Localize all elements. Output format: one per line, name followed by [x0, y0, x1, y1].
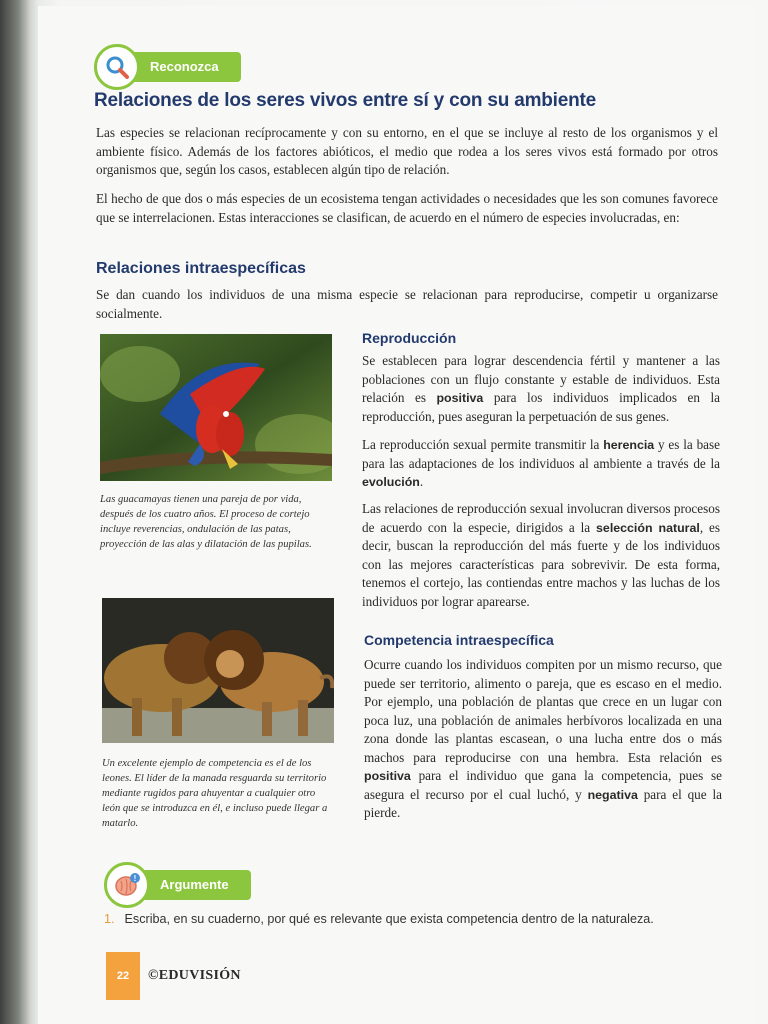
intro-paragraph-1: Las especies se relacionan recíprocamente y con su entorno, en el que se incluye al resto de los organismos y el ambiente físico. Además de los factores abióticos, el medio que rodea a los seres vivos está formado por otros organismos que, según los casos, establecen algún tipo de relación.	[96, 125, 718, 177]
argumente-label: Argumente	[134, 870, 251, 900]
reproduccion-heading: Reproducción	[362, 330, 457, 346]
reproduccion-paragraph-3: Las relaciones de reproducción sexual involucran diversos procesos de acuerdo con la especie, dirigidos a la selección natural, es decir, buscan la reproducción del más fuerte y de los individuos con las mejores características para sobrevivir. De esta forma, tenemos el cortejo, las contiendas entre machos y las luchas de los individuos por lograr aparearse.	[362, 501, 720, 609]
publisher-brand: ©EDUVISIÓN	[148, 968, 241, 983]
question-number: 1.	[104, 912, 115, 926]
competencia-heading: Competencia intraespecífica	[364, 632, 554, 648]
reproduccion-paragraph-1: Se establecen para lograr descendencia fértil y mantener a las poblaciones con un flujo constante y estable de individuos. Esta relación es positiva para los individuos implicados en la reproducción, pues aseguran la perpetuación de sus genes.	[362, 353, 720, 424]
magnifier-icon	[94, 44, 140, 90]
reconozca-label: Reconozca	[124, 52, 241, 82]
question-text: Escriba, en su cuaderno, por qué es relevante que exista competencia dentro de la naturaleza.	[124, 912, 654, 926]
lion-caption: Un excelente ejemplo de competencia es el de los leones. El líder de la manada resguarda su territorio mediante rugidos para ahuyentar a cualquier otro león que se introduzca en él, e incluso puede llegar a matarlo.	[102, 758, 328, 829]
reproduccion-paragraph-2: La reproducción sexual permite transmitir la herencia y es la base para las adaptaciones de los individuos al ambiente a través de la evolución.	[362, 437, 721, 489]
intra-heading: Relaciones intraespecíficas	[96, 260, 306, 277]
svg-text:!: !	[133, 874, 137, 883]
intro-paragraph-2: El hecho de que dos o más especies de un ecosistema tengan actividades o necesidades que les son comunes favorece que se interrelacionen. Estas interacciones se clasifican, de acuerdo en el número de especies involucradas, en:	[96, 191, 718, 225]
lion-photo	[102, 598, 334, 743]
page-number: 22	[106, 952, 140, 1000]
page-title: Relaciones de los seres vivos entre sí y con su ambiente	[94, 90, 597, 111]
reconozca-badge	[94, 44, 241, 90]
question-1	[104, 912, 654, 926]
intra-paragraph: Se dan cuando los individuos de una misma especie se relacionan para reproducirse, competir u organizarse socialmente.	[96, 287, 718, 321]
macaw-photo	[100, 334, 332, 481]
brain-icon	[104, 862, 150, 908]
argumente-badge	[104, 862, 251, 908]
macaw-caption: Las guacamayas tienen una pareja de por vida, después de los cuatro años. El proceso de cortejo incluye reverencias, ondulación de las patas, proyección de las alas y dilatación de las pupilas.	[100, 494, 312, 550]
competencia-paragraph: Ocurre cuando los individuos compiten por un mismo recurso, que puede ser territorio, alimento o pareja, que es escaso en el medio. Por ejemplo, una población de plantas que crece en un lugar con poca luz, una población de animales herbívoros localizada en una zona donde las plantas escasean, o una lucha entre dos o más machos para reproducirse con una hembra. Esta relación es positiva para el individuo que gana la competencia, pues se asegura el recurso por el cual luchó, y negativa para el que la pierde.	[364, 657, 722, 820]
